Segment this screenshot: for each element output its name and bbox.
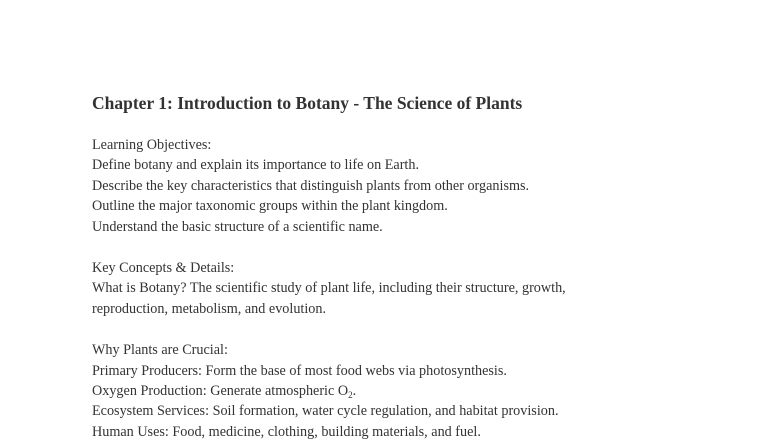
objective-item: Outline the major taxonomic groups within the plant kingdom. xyxy=(92,198,448,215)
why-plants-section xyxy=(92,340,772,442)
why-plants-item-oxygen xyxy=(92,381,772,401)
objective-item: Describe the key characteristics that distinguish plants from other organisms. xyxy=(92,177,530,194)
chapter-title: Chapter 1: Introduction to Botany - The Science of Plants xyxy=(92,93,523,113)
why-plants-item: Primary Producers: Form the base of most food webs via photosynthesis. xyxy=(92,362,507,379)
learning-objectives-heading: Learning Objectives: xyxy=(92,137,212,153)
oxygen-subscript: 2 xyxy=(348,390,353,401)
key-concepts-section xyxy=(92,258,772,319)
botany-definition-line: reproduction, metabolism, and evolution. xyxy=(92,300,327,317)
objective-item: Understand the basic structure of a scientific name. xyxy=(92,218,383,235)
objective-item: Define botany and explain its importance to life on Earth. xyxy=(92,157,419,174)
botany-definition-line: What is Botany? The scientific study of plant life, including their structure, growth, xyxy=(92,280,566,297)
oxygen-suffix: . xyxy=(352,383,357,400)
oxygen-text: Oxygen Production: Generate atmospheric O xyxy=(92,383,349,400)
why-plants-item: Human Uses: Food, medicine, clothing, building materials, and fuel. xyxy=(92,423,481,440)
document-content xyxy=(92,93,772,442)
why-plants-item: Ecosystem Services: Soil formation, water cycle regulation, and habitat provision. xyxy=(92,403,559,420)
why-plants-heading: Why Plants are Crucial: xyxy=(92,342,228,359)
key-concepts-heading: Key Concepts & Details: xyxy=(92,260,235,277)
learning-objectives-section xyxy=(92,135,772,237)
